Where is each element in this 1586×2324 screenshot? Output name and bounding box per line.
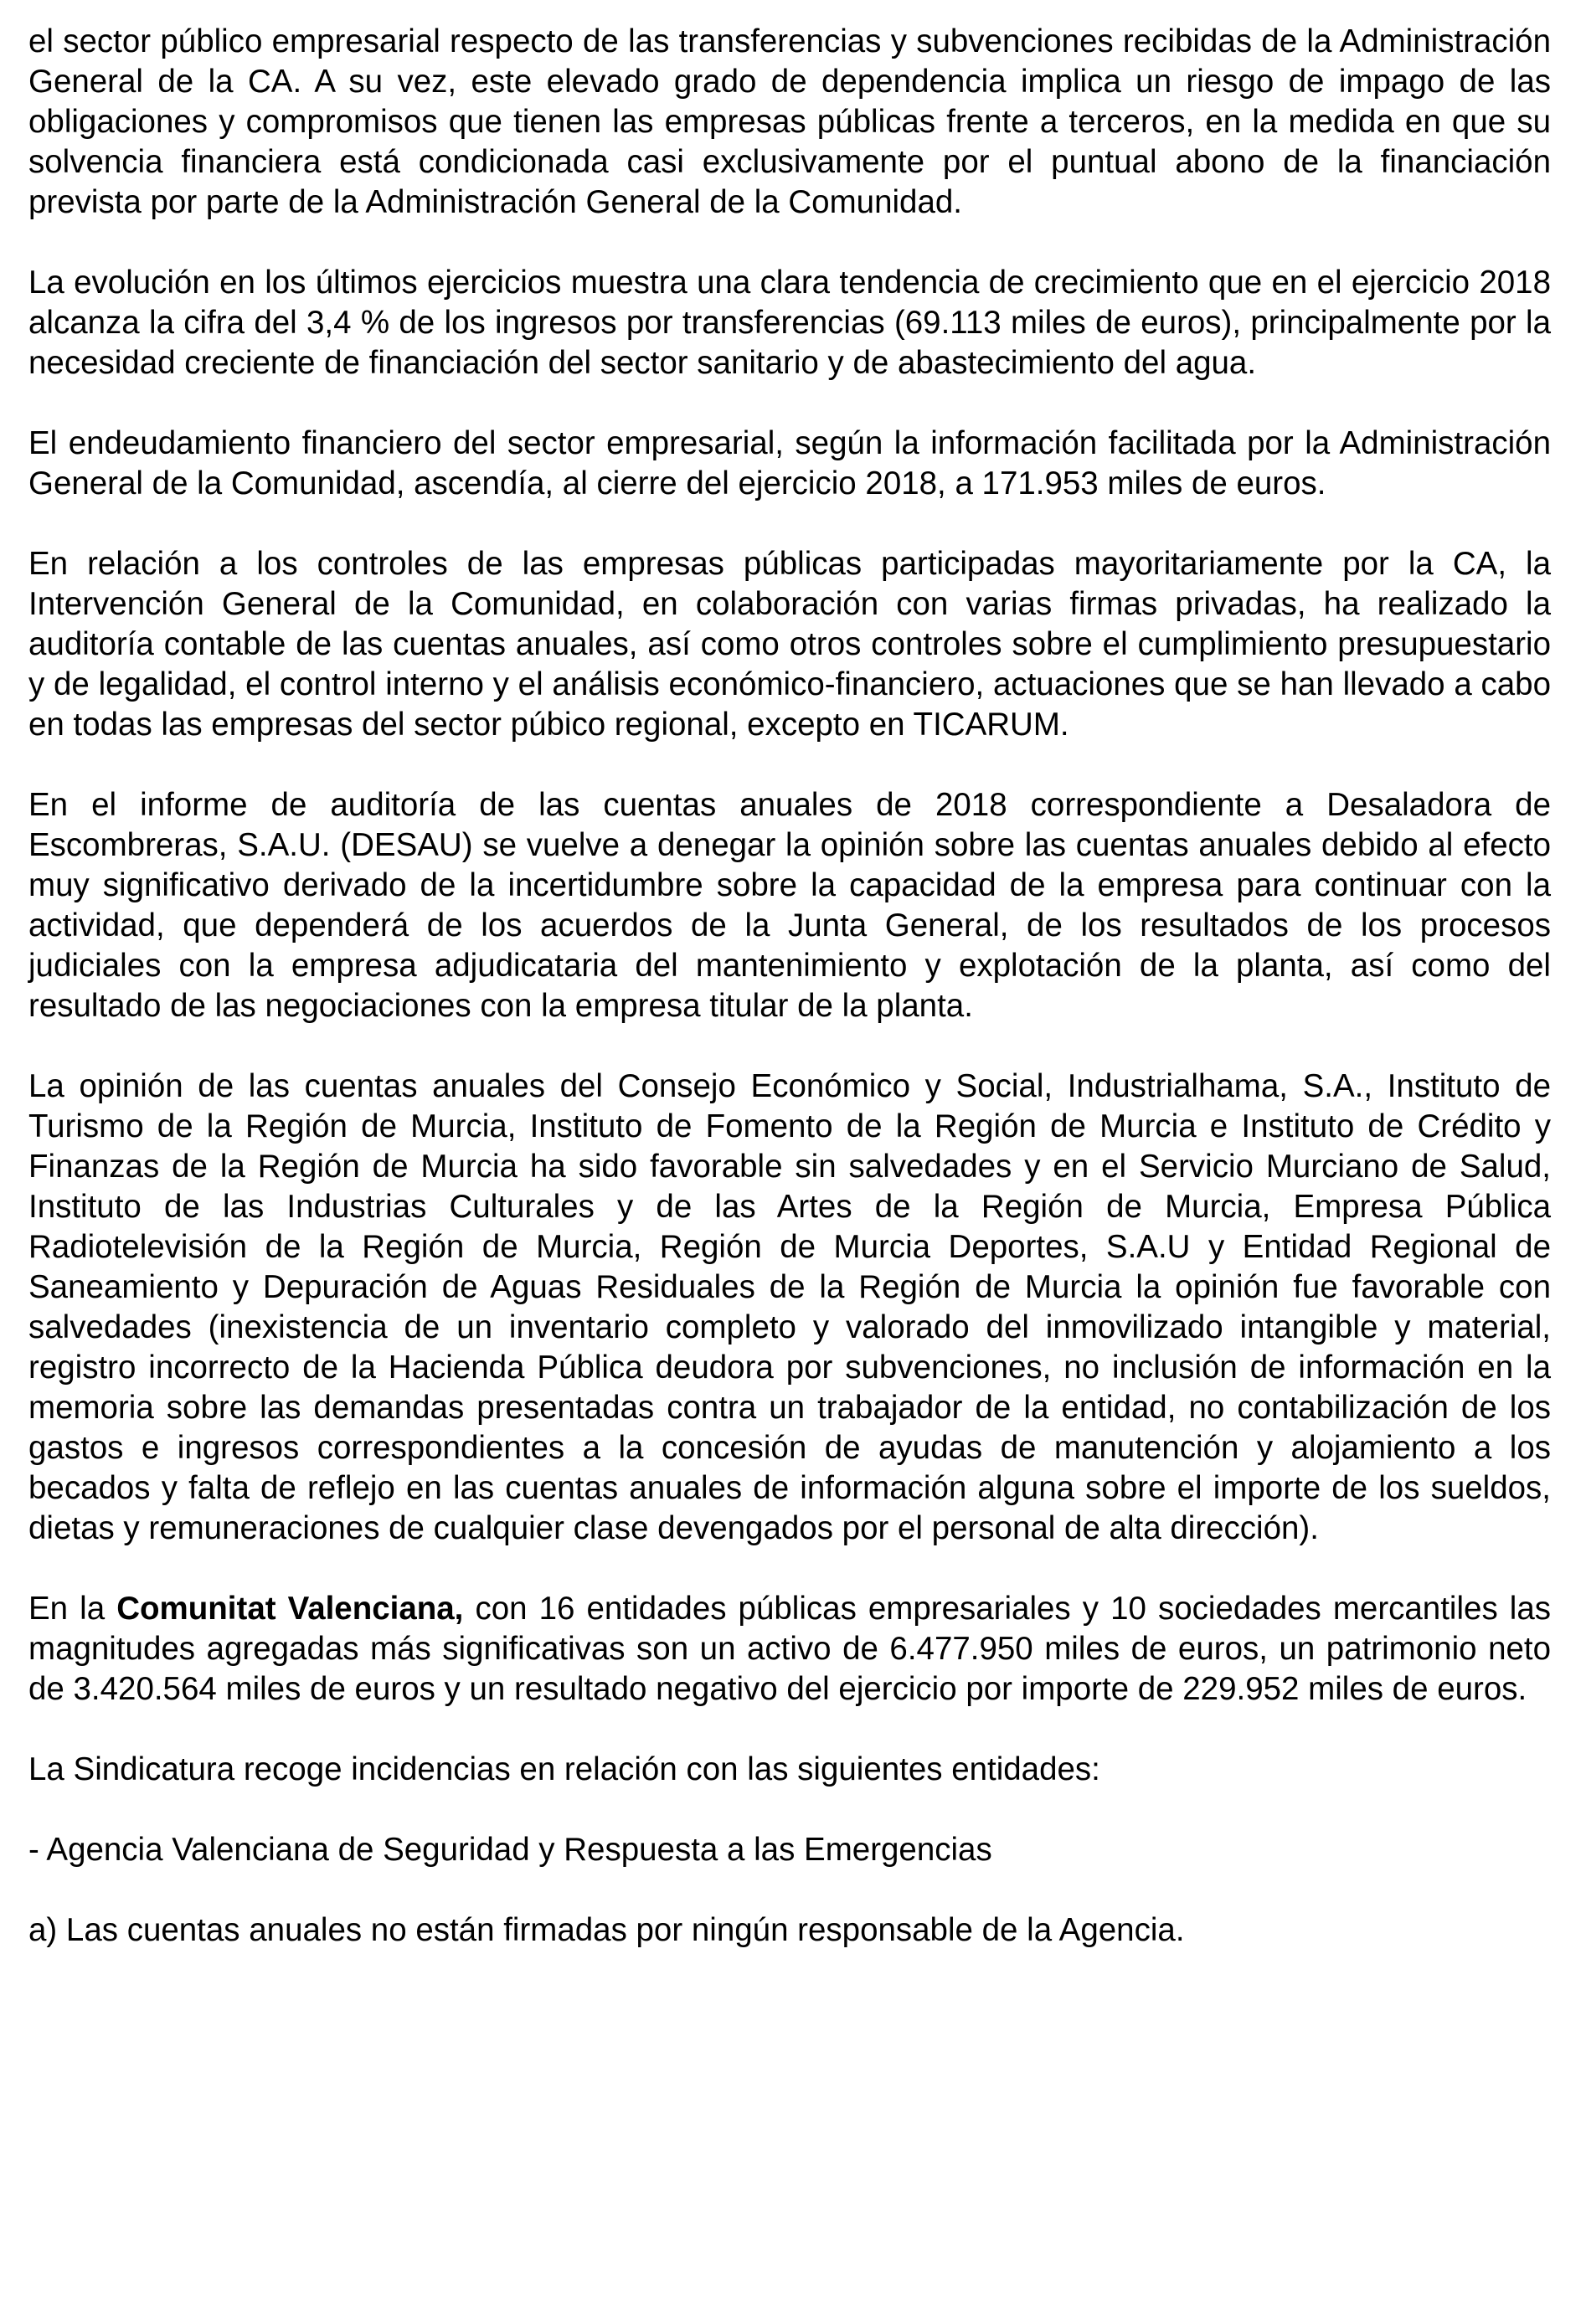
paragraph-evolution-trend: La evolución en los últimos ejercicios muestra una clara tendencia de crecimiento que en el ejercicio 2018 alcanza la cifra del 3,4 % de los ingresos por transferencias (69.113 miles de euros), principalmente por la necesidad creciente de financiación del sector sanitario y de abastecimiento del agua. — [28, 265, 1551, 381]
region-name-bold: Comunitat Valenciana, — [116, 1591, 464, 1627]
list-item-agency: - Agencia Valenciana de Seguridad y Respuesta a las Emergencias — [28, 1832, 992, 1868]
paragraph-controls: En relación a los controles de las empresas públicas participadas mayoritariamente por la CA, la Intervención General de la Comunidad, en colaboración con varias firmas privadas, ha realizado la auditoría contable de las cuentas anuales, así como otros controles sobre el cumplimiento presupuestario y de legalidad, el control interno y el análisis económico-financiero, actuaciones que se han llevado a cabo en todas las empresas del sector púbico regional, excepto en TICARUM. — [28, 546, 1551, 743]
paragraph-cv-prefix: En la — [28, 1591, 117, 1627]
paragraph-financial-debt: El endeudamiento financiero del sector empresarial, según la información facilitada por la Administración General de la Comunidad, ascendía, al cierre del ejercicio 2018, a 171.953 miles de euros. — [28, 425, 1551, 501]
paragraph-dependence-risk: el sector público empresarial respecto de las transferencias y subvenciones recibidas de la Administración General de la CA. A su vez, este elevado grado de dependencia implica un riesgo de impago de las obligaciones y compromisos que tienen las empresas públicas frente a terceros, en la medida en que su solvencia financiera está condicionada casi exclusivamente por el puntual abono de la financiación prevista por parte de la Administración General de la Comunidad. — [28, 23, 1551, 220]
document-page — [28, 22, 1551, 1951]
list-item-unsigned-accounts: a) Las cuentas anuales no están firmadas por ningún responsable de la Agencia. — [28, 1912, 1185, 1948]
paragraph-cv-body: con 16 entidades públicas empresariales y 10 sociedades mercantiles las magnitudes agregadas más significativas son un activo de 6.477.950 miles de euros, un patrimonio neto de 3.420.564 miles de euros y un resultado negativo del ejercicio por importe de 229.952 miles de euros. — [28, 1591, 1551, 1707]
paragraph-sindicatura: La Sindicatura recoge incidencias en relación con las siguientes entidades: — [28, 1751, 1100, 1787]
paragraph-audit-opinions: La opinión de las cuentas anuales del Consejo Económico y Social, Industrialhama, S.A., Instituto de Turismo de la Región de Murcia, Instituto de Fomento de la Región de Murcia e Instituto de Crédito y Finanzas de la Región de Murcia ha sido favorable sin salvedades y en el Servicio Murciano de Salud, Instituto de las Industrias Culturales y de las Artes de la Región de Murcia, Empresa Pública Radiotelevisión de la Región de Murcia, Región de Murcia Deportes, S.A.U y Entidad Regional de Saneamiento y Depuración de Aguas Residuales de la Región de Murcia la opinión fue favorable con salvedades (inexistencia de un inventario completo y valorado del inmovilizado intangible y material, registro incorrecto de la Hacienda Pública deudora por subvenciones, no inclusión de información en la memoria sobre las demandas presentadas contra un trabajador de la entidad, no contabilización de los gastos e ingresos correspondientes a la concesión de ayudas de manutención y alojamiento a los becados y falta de reflejo en las cuentas anuales de información alguna sobre el importe de los sueldos, dietas y remuneraciones de cualquier clase devengados por el personal de alta dirección). — [28, 1068, 1551, 1546]
paragraph-comunitat-valenciana — [28, 1589, 1551, 1710]
paragraph-desau-audit: En el informe de auditoría de las cuentas anuales de 2018 correspondiente a Desaladora de Escombreras, S.A.U. (DESAU) se vuelve a denegar la opinión sobre las cuentas anuales debido al efecto muy significativo derivado de la incertidumbre sobre la capacidad de la empresa para continuar con la actividad, que dependerá de los acuerdos de la Junta General, de los resultados de los procesos judiciales con la empresa adjudicataria del mantenimiento y explotación de la planta, así como del resultado de las negociaciones con la empresa titular de la planta. — [28, 787, 1551, 1024]
